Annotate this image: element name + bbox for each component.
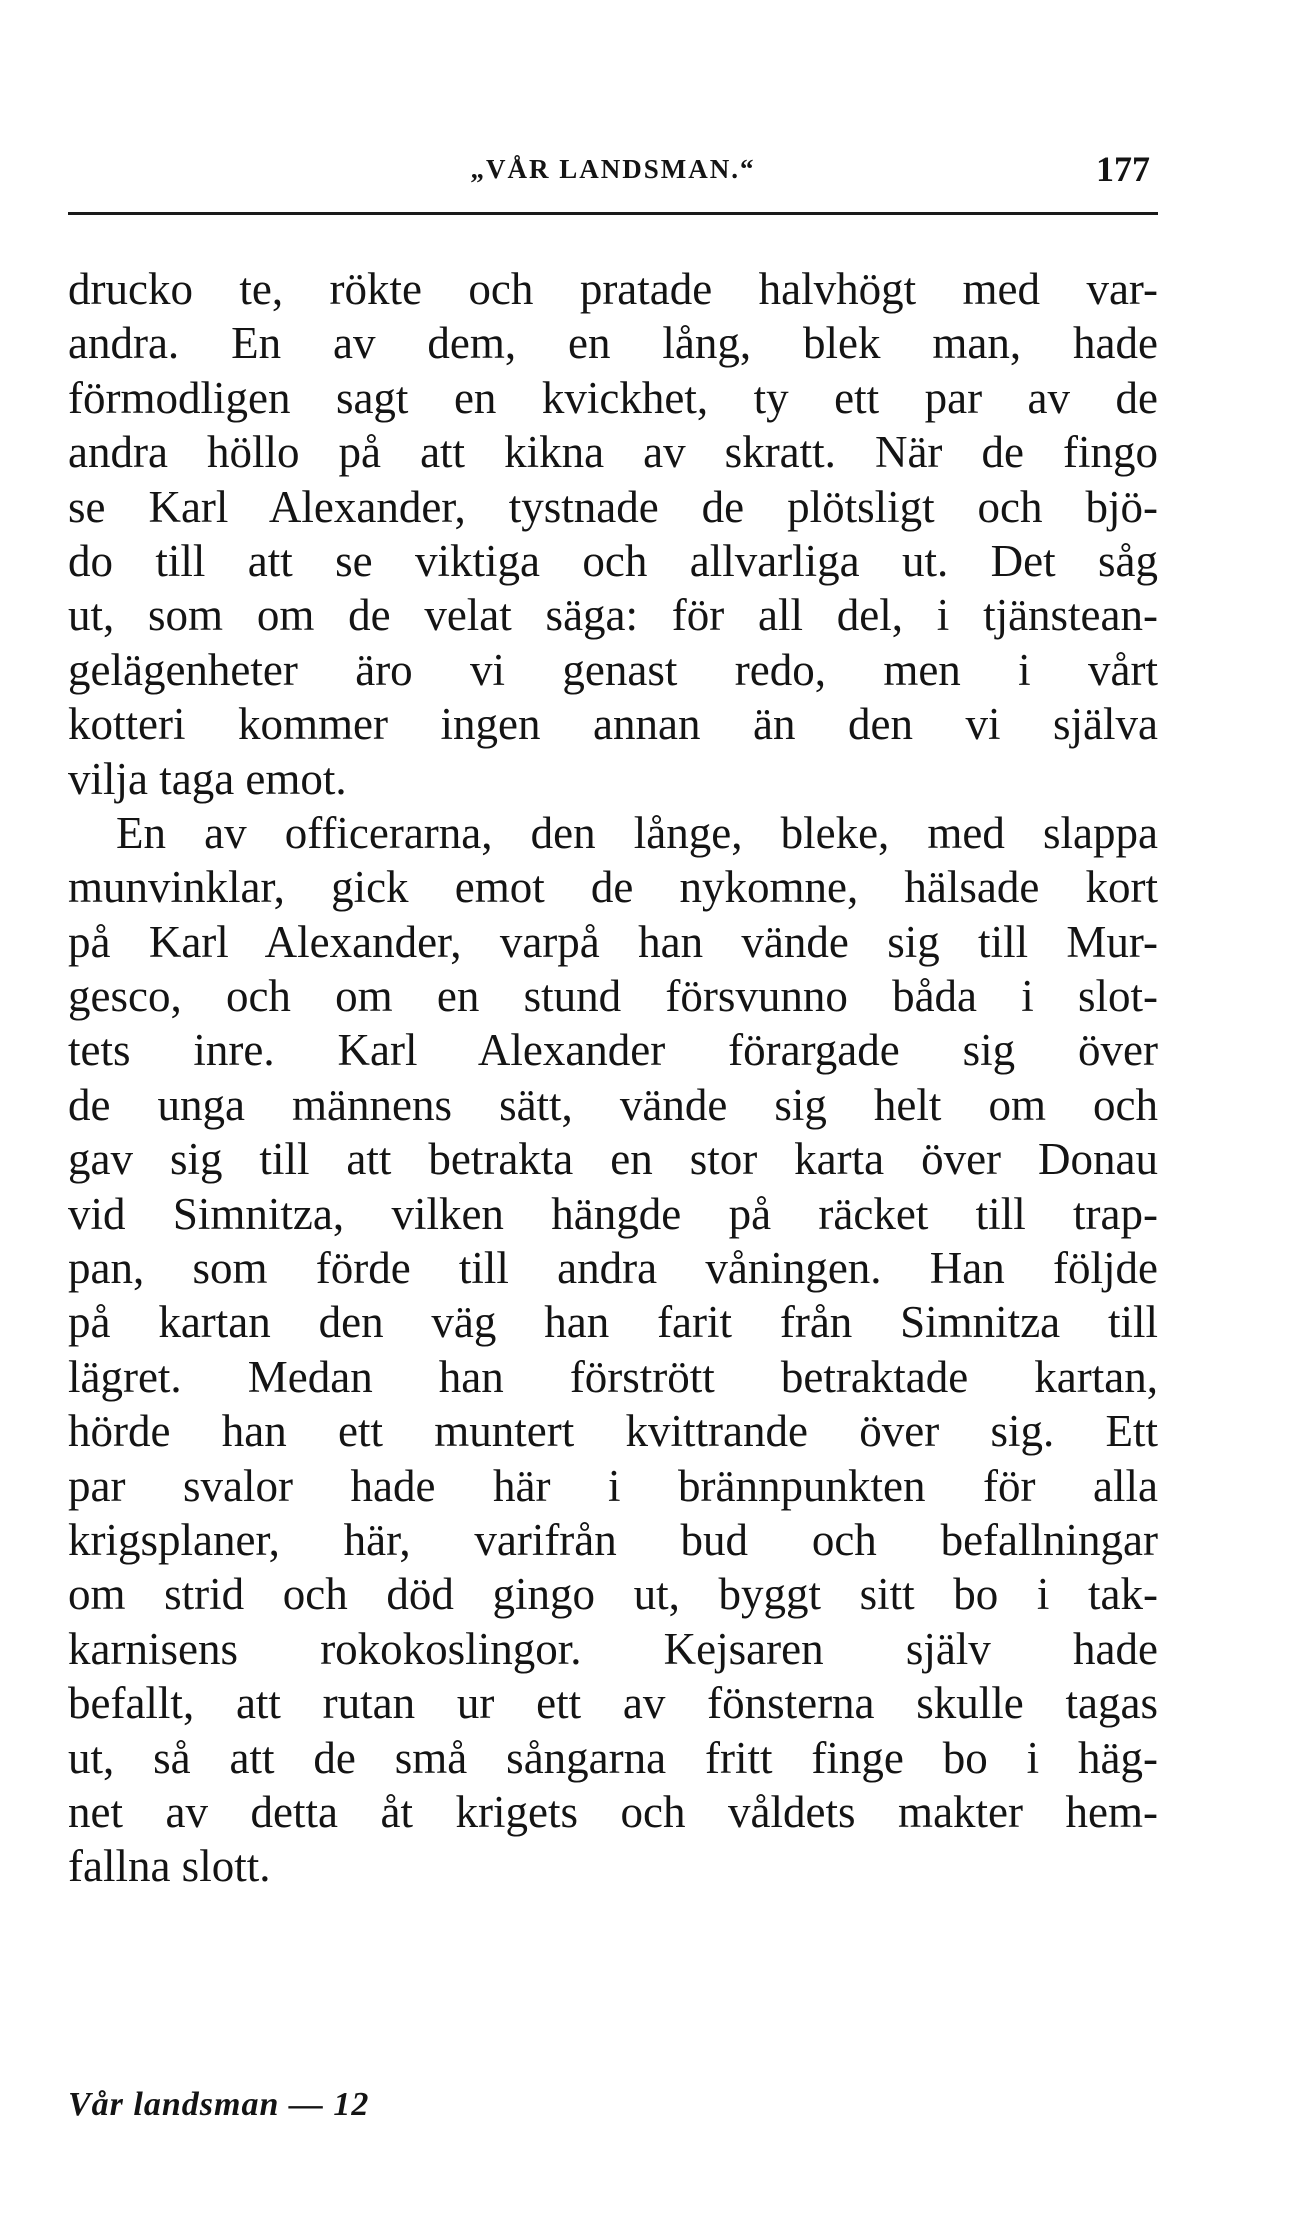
text-line: andra. En av dem, en lång, blek man, hade — [68, 318, 1158, 369]
text-line: gelägenheter äro vi genast redo, men i vårt — [68, 644, 1158, 695]
text-line: ut, så att de små sångarna fritt finge bo i häg- — [68, 1732, 1158, 1783]
text-line: munvinklar, gick emot de nykomne, hälsade kort — [68, 862, 1158, 913]
text-line: fallna slott. — [68, 1841, 271, 1892]
signature-mark: Vår landsman — 12 — [68, 2086, 370, 2123]
text-line: se Karl Alexander, tystnade de plötsligt och bjö- — [68, 481, 1158, 532]
body-text — [68, 262, 1158, 1894]
text-line: net av detta åt krigets och våldets makter hem- — [68, 1786, 1158, 1837]
text-line: andra höllo på att kikna av skratt. När de fingo — [68, 427, 1158, 478]
text-line: lägret. Medan han förstrött betraktade kartan, — [68, 1351, 1158, 1402]
text-line: vilja taga emot. — [68, 753, 347, 804]
text-line: kotteri kommer ingen annan än den vi själva — [68, 699, 1158, 750]
running-title: „VÅR LANDSMAN.“ — [470, 154, 756, 184]
text-line: do till att se viktiga och allvarliga ut. Det såg — [68, 535, 1158, 586]
text-line: En av officerarna, den långe, bleke, med slappa — [116, 807, 1158, 858]
text-line: hörde han ett muntert kvittrande över sig. Ett — [68, 1406, 1158, 1457]
text-line: förmodligen sagt en kvickhet, ty ett par av de — [68, 372, 1158, 423]
text-line: på kartan den väg han farit från Simnitza till — [68, 1297, 1158, 1348]
running-head — [68, 148, 1158, 188]
page-number: 177 — [1096, 149, 1150, 189]
text-line: gesco, och om en stund försvunno båda i slot- — [68, 971, 1158, 1022]
text-line: karnisens rokokoslingor. Kejsaren själv hade — [68, 1623, 1158, 1674]
text-line: krigsplaner, här, varifrån bud och befallningar — [68, 1514, 1158, 1565]
text-line: gav sig till att betrakta en stor karta över Donau — [68, 1134, 1158, 1185]
text-line: ut, som om de velat säga: för all del, i tjänstean- — [68, 590, 1158, 641]
text-line: vid Simnitza, vilken hängde på räcket till trap- — [68, 1188, 1158, 1239]
text-line: de unga männens sätt, vände sig helt om och — [68, 1079, 1158, 1130]
text-line: par svalor hade här i brännpunkten för alla — [68, 1460, 1158, 1511]
text-line: tets inre. Karl Alexander förargade sig över — [68, 1025, 1158, 1076]
text-line: på Karl Alexander, varpå han vände sig till Mur- — [68, 916, 1158, 967]
text-line: om strid och död gingo ut, byggt sitt bo i tak- — [68, 1569, 1158, 1620]
header-rule — [68, 212, 1158, 215]
paragraph-1 — [68, 262, 1158, 806]
text-line: pan, som förde till andra våningen. Han följde — [68, 1243, 1158, 1294]
text-line: drucko te, rökte och pratade halvhögt med var- — [68, 264, 1158, 314]
paragraph-2 — [68, 806, 1158, 1894]
text-line: befallt, att rutan ur ett av fönsterna skulle tagas — [68, 1678, 1158, 1729]
